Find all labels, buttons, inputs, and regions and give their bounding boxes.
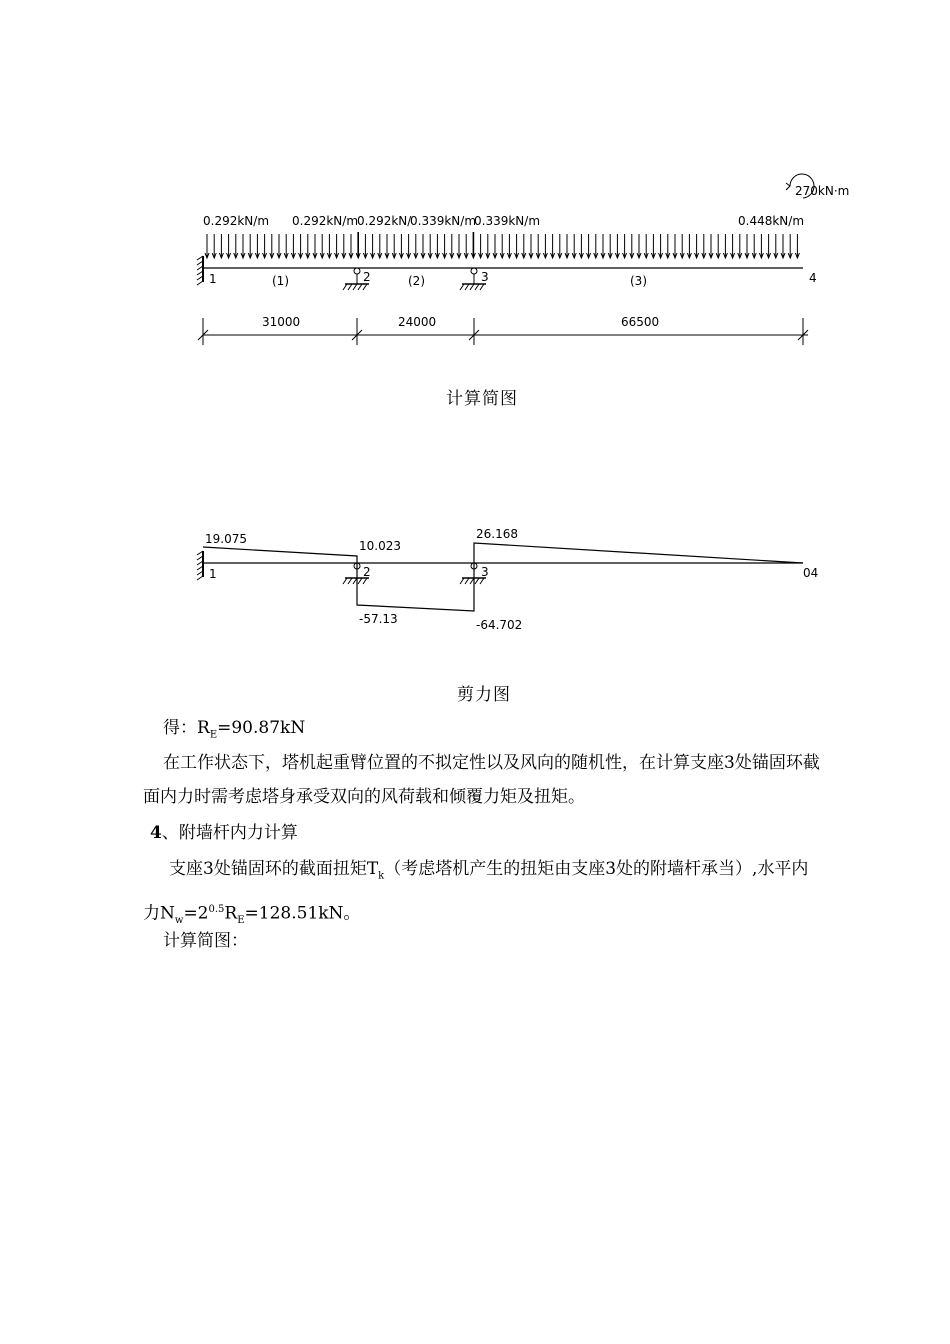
- shear-value-label: -64.702: [476, 618, 523, 632]
- result-prefix: 得：R: [163, 718, 210, 738]
- paragraph-text: =128.51kN。: [244, 904, 361, 925]
- node-label: 1: [209, 567, 217, 581]
- load-label: 0.448kN/m: [738, 214, 805, 228]
- paragraph-text: 支座3处锚固环的截面扭矩T: [169, 859, 379, 879]
- load-label: 0.292kN/m: [203, 214, 270, 228]
- subscript: w: [174, 915, 184, 927]
- dimension-label: 66500: [621, 315, 660, 329]
- shear-diagram-caption: 剪力图: [457, 685, 511, 705]
- result-value: =90.87kN: [217, 718, 306, 738]
- superscript: 0.5: [208, 904, 225, 916]
- load-label: 0.292kN/: [357, 214, 412, 228]
- paragraph-text: 计算简图：: [163, 931, 248, 951]
- shear-value-label: 10.023: [359, 539, 401, 553]
- section-title: 、附墙杆内力计算: [161, 823, 298, 843]
- dimension-label: 31000: [262, 315, 301, 329]
- span-label: (3): [630, 274, 647, 288]
- load-label: 0.339kN/m: [410, 214, 477, 228]
- subscript: E: [237, 915, 245, 927]
- paragraph: [163, 924, 843, 958]
- load-label: 0.339kN/m: [474, 214, 541, 228]
- span-label: (2): [408, 274, 425, 288]
- load-label: 0.292kN/m: [292, 214, 359, 228]
- shear-diagram: [0, 0, 950, 660]
- node-label: 04: [803, 566, 819, 580]
- paragraph-text: （考虑塔机产生的扭矩由支座3处的附墙杆承当）,水平内力N: [143, 859, 809, 925]
- node-label: 3: [481, 565, 489, 579]
- node-label: 3: [481, 270, 489, 284]
- node-label: 2: [363, 565, 371, 579]
- section-number: 4: [150, 823, 162, 843]
- fixed-support-icon: [197, 551, 203, 580]
- span-label: (1): [272, 274, 289, 288]
- node-label: 2: [363, 270, 371, 284]
- shear-curve: [203, 543, 803, 611]
- shear-value-label: 19.075: [205, 532, 247, 546]
- paragraph-text: 在工作状态下，塔机起重臂位置的不拟定性以及风向的随机性，在计算支座3处锚固环截面内力时需考虑塔身承受双向的风荷载和倾覆力矩及扭矩。: [143, 753, 820, 807]
- paragraph: [143, 746, 823, 814]
- result-sub: E: [209, 729, 218, 741]
- section-heading: [150, 816, 830, 850]
- node-label: 1: [209, 272, 217, 286]
- paragraph-text: =2: [183, 904, 209, 925]
- calc-diagram-caption: 计算简图: [446, 389, 518, 409]
- subscript: k: [378, 870, 385, 882]
- moment-label: 270kN·m: [795, 184, 850, 198]
- shear-value-label: -57.13: [359, 612, 398, 626]
- paragraph-text: R: [224, 904, 238, 925]
- node-label: 4: [809, 271, 817, 285]
- shear-value-label: 26.168: [476, 527, 518, 541]
- dimension-label: 24000: [398, 315, 437, 329]
